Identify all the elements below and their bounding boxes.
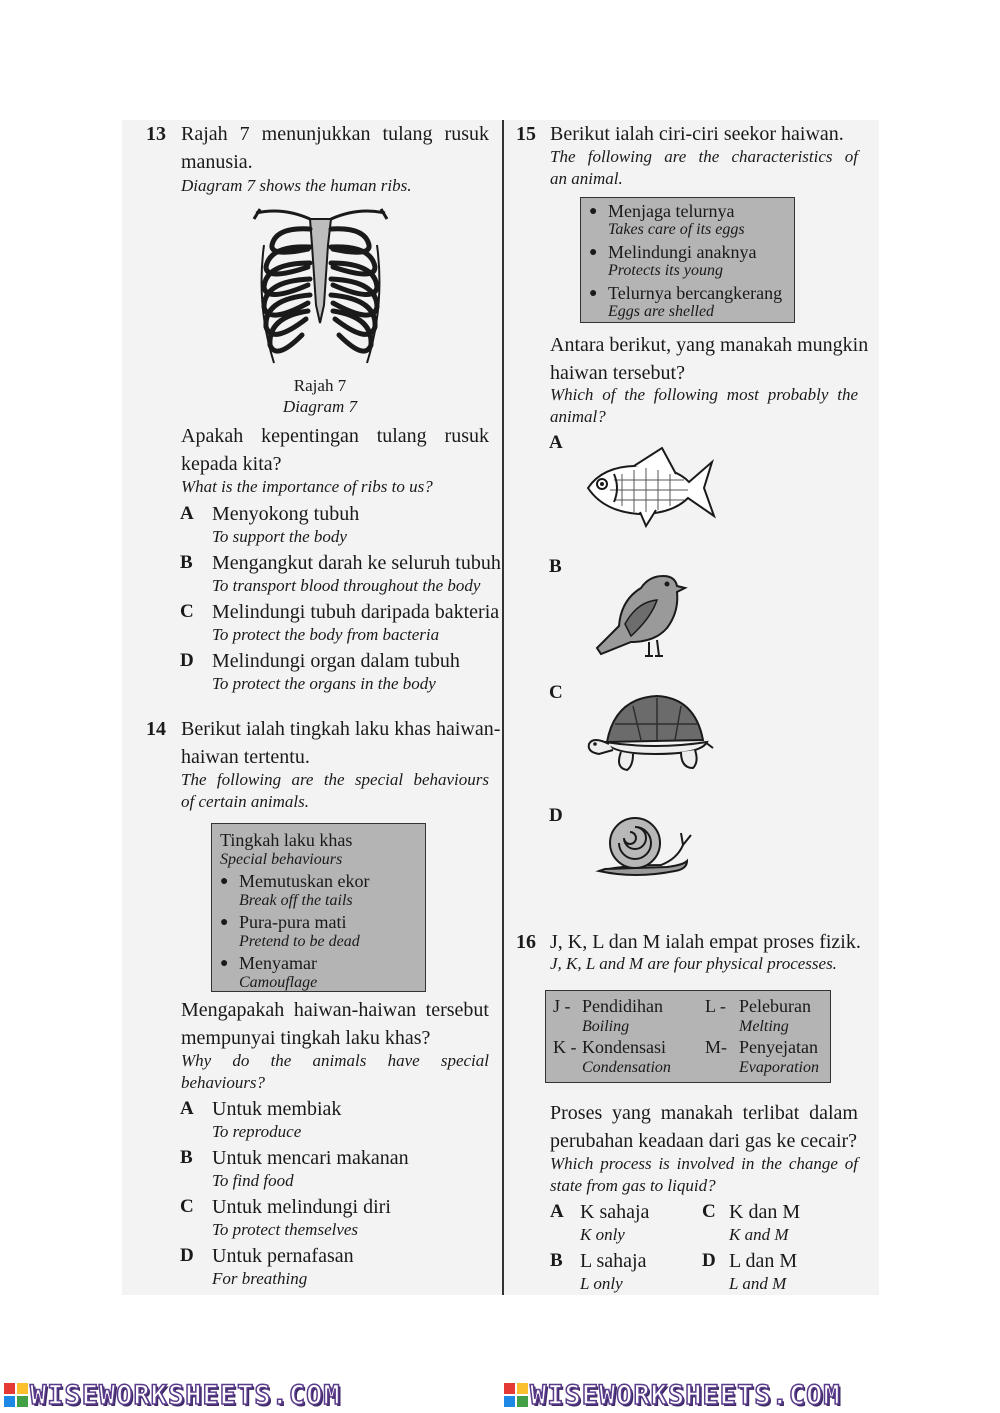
process-en: Evaporation (739, 1059, 819, 1076)
option-ms: Menyokong tubuh (212, 503, 360, 525)
question-ms-line: kepada kita? (181, 453, 282, 475)
bullet-icon: ● (589, 286, 598, 301)
box-item-en: Break off the tails (239, 892, 353, 909)
question-en: What is the importance of ribs to us? (181, 477, 433, 496)
brand-link[interactable]: WISEWORKSHEETS.COM (530, 1380, 841, 1411)
stem-ms: J, K, L dan M ialah empat proses fizik. (550, 931, 861, 953)
question-number: 13 (146, 123, 166, 145)
option-letter: D (549, 805, 563, 826)
process-label: J - (553, 996, 571, 1016)
box-item-ms: Menyamar (239, 953, 317, 973)
option-letter: B (549, 556, 562, 577)
option-letter: D (702, 1250, 716, 1271)
process-ms: Peleburan (739, 996, 811, 1016)
option-ms: L dan M (729, 1250, 798, 1272)
characteristics-box (580, 197, 795, 323)
brand-logo-icon (504, 1383, 528, 1407)
option-ms: Untuk mencari makanan (212, 1147, 409, 1169)
stem-en-line: The following are the special behaviours (181, 770, 489, 789)
question-en-line: Which of the following most probably the (550, 385, 858, 404)
option-letter: B (180, 1147, 193, 1168)
option-ms: Mengangkut darah ke seluruh tubuh (212, 552, 501, 574)
option-letter: B (180, 552, 193, 573)
box-item-en: Pretend to be dead (239, 933, 360, 950)
special-behaviours-box (211, 823, 426, 992)
footer-branding (0, 1380, 1000, 1410)
brand-link[interactable]: WISEWORKSHEETS.COM (30, 1380, 341, 1411)
question-number: 16 (516, 931, 536, 953)
option-en: K only (580, 1225, 625, 1244)
option-ms: Untuk pernafasan (212, 1245, 354, 1267)
option-en: To protect the organs in the body (212, 674, 436, 693)
box-item-ms: Melindungi anaknya (608, 242, 757, 262)
question-ms-line: Mengapakah haiwan-haiwan tersebut (181, 999, 489, 1021)
box-item-ms: Memutuskan ekor (239, 871, 370, 891)
diagram-caption-en: Diagram 7 (282, 397, 358, 416)
option-letter: C (702, 1201, 716, 1222)
option-ms: K sahaja (580, 1201, 650, 1223)
stem-en-line: of certain animals. (181, 792, 309, 811)
stem-en-line: The following are the characteristics of (550, 147, 858, 166)
option-letter: C (180, 601, 194, 622)
stem-ms: Berikut ialah ciri-ciri seekor haiwan. (550, 123, 844, 145)
question-en-line: Which process is involved in the change of (550, 1154, 858, 1173)
option-letter: A (180, 503, 194, 524)
processes-box (545, 990, 831, 1083)
option-b[interactable] (549, 556, 749, 666)
process-label: K - (553, 1037, 577, 1057)
bullet-icon: ● (220, 915, 229, 930)
question-number: 14 (146, 718, 166, 740)
option-ms: Untuk membiak (212, 1098, 342, 1120)
question-ms-line: perubahan keadaan dari gas ke cecair? (550, 1130, 858, 1152)
option-letter: A (550, 1201, 564, 1222)
process-label: M- (705, 1037, 727, 1057)
process-ms: Kondensasi (582, 1037, 666, 1057)
question-ms-line: haiwan tersebut? (550, 362, 685, 384)
process-ms: Penyejatan (739, 1037, 818, 1057)
option-ms: K dan M (729, 1201, 801, 1223)
question-ms-line: Proses yang manakah terlibat dalam (550, 1102, 858, 1124)
bullet-icon: ● (589, 204, 598, 219)
box-title-en: Special behaviours (220, 851, 343, 868)
question-en-line: state from gas to liquid? (550, 1176, 716, 1195)
question-en-line: behaviours? (181, 1073, 266, 1092)
option-ms: Melindungi tubuh daripada bakteria (212, 601, 500, 623)
diagram-caption-ms: Rajah 7 (293, 376, 347, 395)
question-number: 15 (516, 123, 536, 145)
process-ms: Pendidihan (582, 996, 663, 1016)
brand-logo-icon (4, 1383, 28, 1407)
option-letter: C (180, 1196, 194, 1217)
question-ms-line: Antara berikut, yang manakah mungkin (550, 334, 869, 356)
stem-ms-line: Berikut ialah tingkah laku khas haiwan- (181, 718, 501, 740)
bullet-icon: ● (220, 874, 229, 889)
option-letter: A (549, 432, 563, 453)
option-en: For breathing (212, 1269, 308, 1288)
process-en: Melting (739, 1018, 789, 1035)
stem-en: J, K, L and M are four physical processes. (550, 954, 837, 973)
box-item-en: Camouflage (239, 974, 318, 991)
snail-icon (595, 813, 695, 881)
question-ms-line: Apakah kepentingan tulang rusuk (181, 425, 489, 447)
option-en: To find food (212, 1171, 294, 1190)
option-letter: B (550, 1250, 563, 1271)
option-en: To transport blood throughout the body (212, 576, 481, 595)
option-d[interactable] (549, 805, 749, 885)
process-label: L - (705, 996, 726, 1016)
option-ms: Melindungi organ dalam tubuh (212, 650, 460, 672)
option-ms: Untuk melindungi diri (212, 1196, 391, 1218)
ribcage-diagram (248, 205, 393, 370)
option-letter: C (549, 682, 563, 703)
question-en-line: animal? (550, 407, 606, 426)
question-ms-line: mempunyai tingkah laku khas? (181, 1027, 431, 1049)
option-letter: D (180, 650, 194, 671)
column-divider (502, 120, 504, 1295)
option-ms: L sahaja (580, 1250, 647, 1272)
bird-icon (591, 566, 691, 661)
stem-ms-line: haiwan tertentu. (181, 746, 310, 768)
box-item-ms: Pura-pura mati (239, 912, 347, 932)
box-item-ms: Menjaga telurnya (608, 201, 735, 221)
box-item-ms: Telurnya bercangkerang (608, 283, 783, 303)
option-letter: A (180, 1098, 194, 1119)
box-item-en: Eggs are shelled (608, 303, 715, 320)
bullet-icon: ● (220, 956, 229, 971)
turtle-icon (585, 688, 715, 776)
box-title-ms: Tingkah laku khas (220, 830, 353, 850)
option-en: To protect the body from bacteria (212, 625, 440, 644)
box-item-en: Protects its young (608, 262, 723, 279)
process-en: Boiling (582, 1018, 630, 1035)
stem-en: Diagram 7 shows the human ribs. (181, 176, 412, 195)
option-en: To reproduce (212, 1122, 302, 1141)
option-en: To support the body (212, 527, 347, 546)
stem-ms-line: Rajah 7 menunjukkan tulang rusuk (181, 123, 489, 145)
option-c[interactable] (549, 682, 749, 782)
option-en: K and M (729, 1225, 789, 1244)
option-letter: D (180, 1245, 194, 1266)
box-item-en: Takes care of its eggs (608, 221, 745, 238)
question-en-line: Why do the animals have special (181, 1051, 489, 1070)
stem-ms-line: manusia. (181, 151, 253, 173)
bullet-icon: ● (589, 245, 598, 260)
option-en: L only (580, 1274, 623, 1293)
option-en: To protect themselves (212, 1220, 359, 1239)
option-a[interactable] (549, 432, 749, 532)
option-en: L and M (729, 1274, 787, 1293)
stem-en-line: an animal. (550, 169, 623, 188)
process-en: Condensation (582, 1059, 671, 1076)
fish-icon (584, 444, 719, 529)
